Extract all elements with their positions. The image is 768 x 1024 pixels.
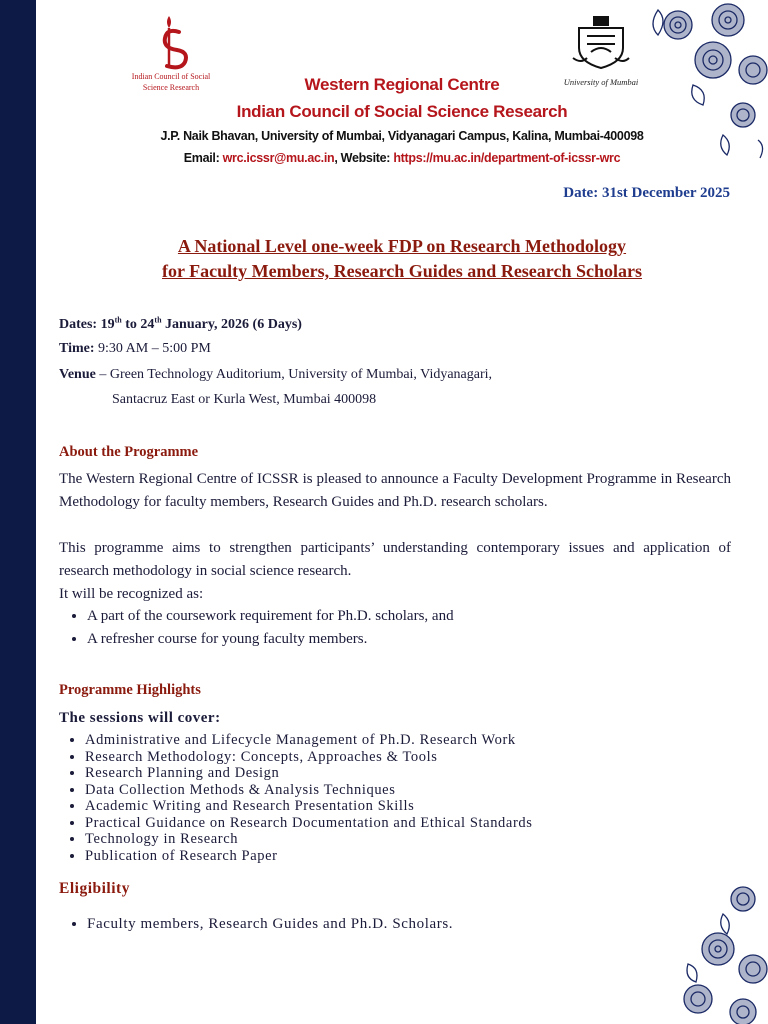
highlights-heading: Programme Highlights xyxy=(59,682,201,698)
list-item: • Academic Writing and Research Presentation Skills xyxy=(85,798,532,815)
recognition-list xyxy=(59,605,454,651)
sessions-intro: The sessions will cover: xyxy=(59,710,221,726)
list-item: • A refresher course for young faculty members. xyxy=(87,628,454,651)
list-item: • Publication of Research Paper xyxy=(85,848,532,865)
left-border-bar xyxy=(0,0,36,1024)
list-item: • Data Collection Methods & Analysis Techniques xyxy=(85,782,532,799)
email-link[interactable]: wrc.icssr@mu.ac.in xyxy=(222,151,335,165)
list-item: • Faculty members, Research Guides and Ph.D. Scholars. xyxy=(87,913,453,936)
website-label: , Website: xyxy=(334,151,394,165)
website-link[interactable]: https://mu.ac.in/department-of-icssr-wrc xyxy=(393,151,621,165)
list-item: • A part of the coursework requirement for Ph.D. scholars, and xyxy=(87,605,454,628)
eligibility-heading: Eligibility xyxy=(59,880,130,897)
flyer-page xyxy=(36,0,768,1024)
icssr-emblem-icon xyxy=(153,14,189,70)
list-item: • Research Planning and Design xyxy=(85,765,532,782)
about-paragraph-1: The Western Regional Centre of ICSSR is pleased to announce a Faculty Development Programme in Research Methodology for faculty members, Research Guides and Ph.D. research scholars. xyxy=(59,471,731,510)
programme-venue-line-2: Santacruz East or Kurla West, Mumbai 400098 xyxy=(112,392,377,407)
programme-dates: Dates: 19th to 24th January, 2026 (6 Days) xyxy=(59,315,302,332)
list-item: • Administrative and Lifecycle Management of Ph.D. Research Work xyxy=(85,732,532,749)
list-item: • Practical Guidance on Research Documentation and Ethical Standards xyxy=(85,815,532,832)
about-paragraph-2: This programme aims to strengthen participants’ understanding contemporary issues and application of research methodology in social science research. xyxy=(59,540,731,579)
icssr-logo-caption-2: Science Research xyxy=(142,83,200,92)
list-item: • Technology in Research xyxy=(85,831,532,848)
programme-title-line-1: A National Level one-week FDP on Research Methodology xyxy=(177,236,627,256)
email-label: Email: xyxy=(183,151,223,165)
eligibility-list xyxy=(59,913,453,936)
issue-date: Date: 31st December 2025 xyxy=(563,185,730,201)
programme-title-line-2: for Faculty Members, Research Guides and Research Scholars xyxy=(162,261,642,281)
icssr-logo-caption-1: Indian Council of Social xyxy=(131,72,211,81)
centre-name: Western Regional Centre xyxy=(304,75,500,94)
list-item: • Research Methodology: Concepts, Approaches & Tools xyxy=(85,749,532,766)
about-heading: About the Programme xyxy=(59,444,199,460)
university-crest-icon xyxy=(571,14,631,70)
floral-corner-bottom-right xyxy=(658,874,768,1024)
about-paragraph-3: It will be recognized as: xyxy=(59,586,204,602)
programme-time: Time: 9:30 AM – 5:00 PM xyxy=(59,341,211,356)
programme-venue: Venue – Green Technology Auditorium, University of Mumbai, Vidyanagari, xyxy=(59,367,493,382)
contact-line xyxy=(36,151,768,165)
council-name: Indian Council of Social Science Research xyxy=(236,102,568,121)
mumbai-university-caption: University of Mumbai xyxy=(563,77,639,87)
address-line: J.P. Naik Bhavan, University of Mumbai, Vidyanagari Campus, Kalina, Mumbai-400098 xyxy=(160,129,644,143)
sessions-list xyxy=(59,732,532,864)
